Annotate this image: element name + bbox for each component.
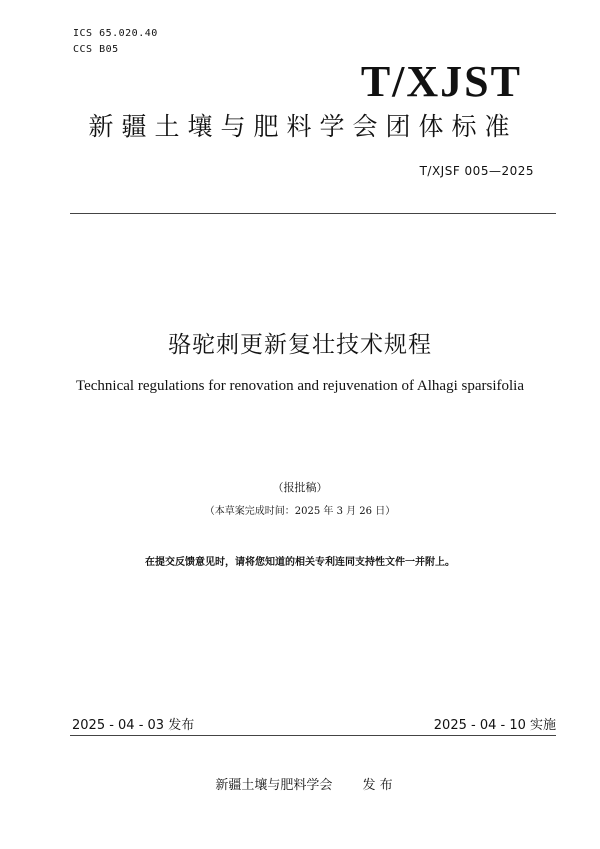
footer-divider: [70, 735, 556, 736]
implement-date: 2025 - 04 - 10 实施: [433, 718, 556, 733]
draft-completion-date: （本草案完成时间：2025 年 3 月 26 日）: [204, 506, 396, 517]
patent-notice: 在提交反馈意见时，请将您知道的相关专利连同支持性文件一并附上。: [145, 557, 455, 568]
document-title-chinese: 骆驼刺更新复壮技术规程: [168, 332, 432, 358]
publish-date: 2025 - 04 - 03 发布: [72, 718, 195, 733]
organization-standard-title: 新疆土壤与肥料学会团体标准: [88, 112, 518, 141]
document-title-english: Technical regulations for renovation and rejuvenation of Alhagi sparsifolia: [76, 378, 524, 394]
standard-code-mark: T/XJST: [360, 57, 522, 106]
standard-number: T/XJSF 005—2025: [419, 164, 534, 178]
draft-stage-label: （报批稿）: [272, 481, 328, 494]
issuer-name: 新疆土壤与肥料学会: [215, 778, 333, 793]
ics-code: ICS 65.020.40: [73, 28, 158, 39]
ccs-code: CCS B05: [73, 44, 119, 55]
issuer-action: 发 布: [362, 778, 393, 793]
header-divider: [70, 213, 556, 214]
issuer-line: [0, 774, 600, 793]
